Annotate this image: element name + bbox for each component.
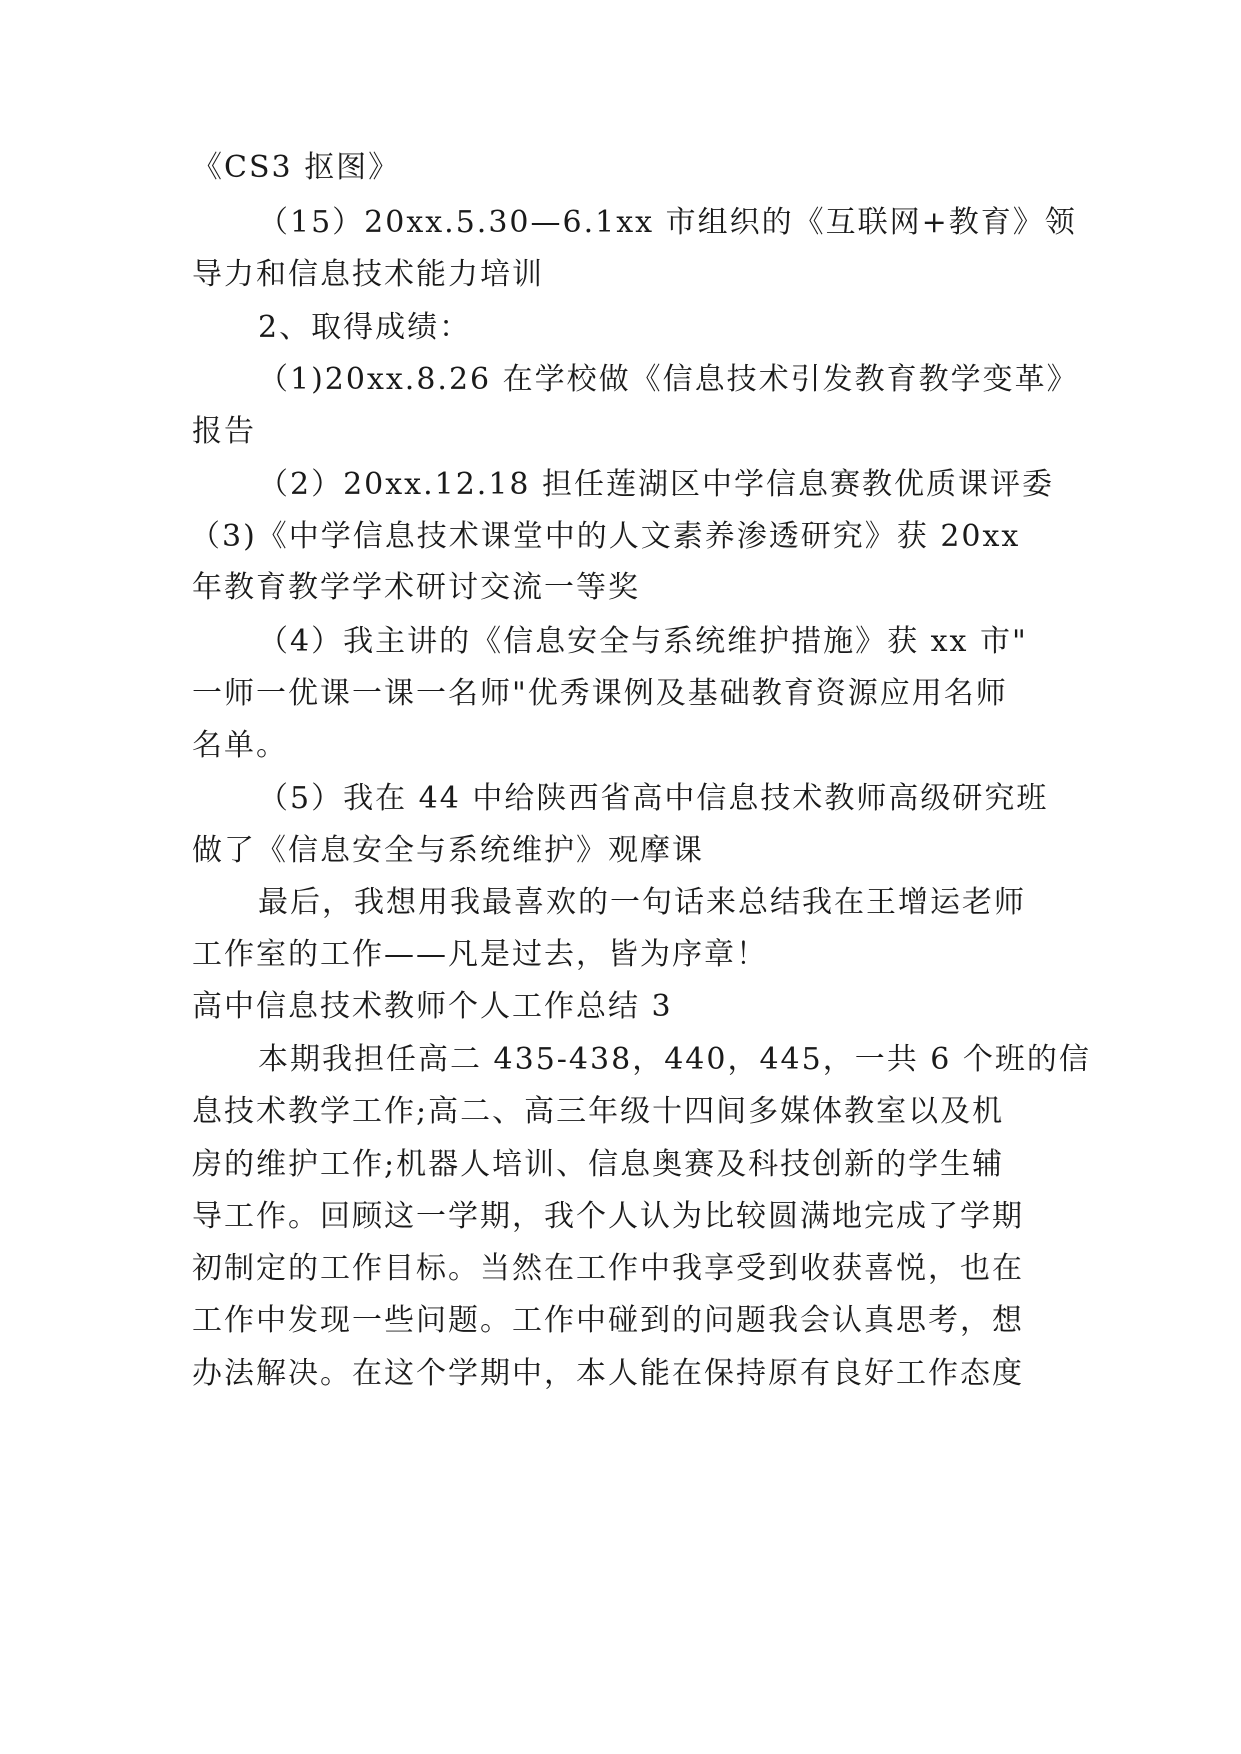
- text-line-achievement-4-cont: 一师一优课一课一名师"优秀课例及基础教育资源应用名师: [192, 676, 1008, 711]
- text-line-achievement-1: （1)20xx.8.26 在学校做《信息技术引发教育教学变革》: [258, 362, 1079, 397]
- text-line-cs3: 《CS3 抠图》: [192, 150, 401, 185]
- text-line-closing-cont: 工作室的工作——凡是过去，皆为序章！: [192, 937, 768, 972]
- paragraph-line-6: 工作中发现一些问题。工作中碰到的问题我会认真思考，想: [192, 1303, 1024, 1338]
- paragraph-line-5: 初制定的工作目标。当然在工作中我享受到收获喜悦，也在: [192, 1251, 1024, 1286]
- paragraph-line-2: 息技术教学工作;高二、高三年级十四间多媒体教室以及机: [192, 1094, 1005, 1129]
- text-line-item-15: （15）20xx.5.30—6.1xx 市组织的《互联网+教育》领: [258, 205, 1077, 240]
- text-line-achievement-4: （4）我主讲的《信息安全与系统维护措施》获 xx 市": [258, 624, 1028, 659]
- text-line-closing: 最后，我想用我最喜欢的一句话来总结我在王增运老师: [258, 885, 1026, 920]
- section-title-summary-3: 高中信息技术教师个人工作总结 3: [192, 989, 673, 1024]
- text-line-achievement-2: （2）20xx.12.18 担任莲湖区中学信息赛教优质课评委: [258, 467, 1055, 502]
- section-heading-achievements: 2、取得成绩：: [258, 310, 472, 345]
- text-line-achievement-5: （5）我在 44 中给陕西省高中信息技术教师高级研究班: [258, 781, 1049, 816]
- text-line-item-15-cont: 导力和信息技术能力培训: [192, 257, 544, 292]
- paragraph-line-3: 房的维护工作;机器人培训、信息奥赛及科技创新的学生辅: [192, 1147, 1005, 1182]
- text-line-achievement-3-cont: 年教育教学学术研讨交流一等奖: [192, 570, 640, 605]
- text-line-achievement-3: （3)《中学信息技术课堂中的人文素养渗透研究》获 20xx: [190, 519, 1021, 554]
- text-line-achievement-5-cont: 做了《信息安全与系统维护》观摩课: [192, 833, 704, 868]
- paragraph-line-7: 办法解决。在这个学期中，本人能在保持原有良好工作态度: [192, 1356, 1024, 1391]
- text-line-achievement-1-cont: 报告: [192, 414, 256, 449]
- text-line-achievement-4-end: 名单。: [192, 728, 288, 763]
- paragraph-line-4: 导工作。回顾这一学期，我个人认为比较圆满地完成了学期: [192, 1199, 1024, 1234]
- paragraph-line-1: 本期我担任高二 435-438，440，445，一共 6 个班的信: [258, 1042, 1091, 1077]
